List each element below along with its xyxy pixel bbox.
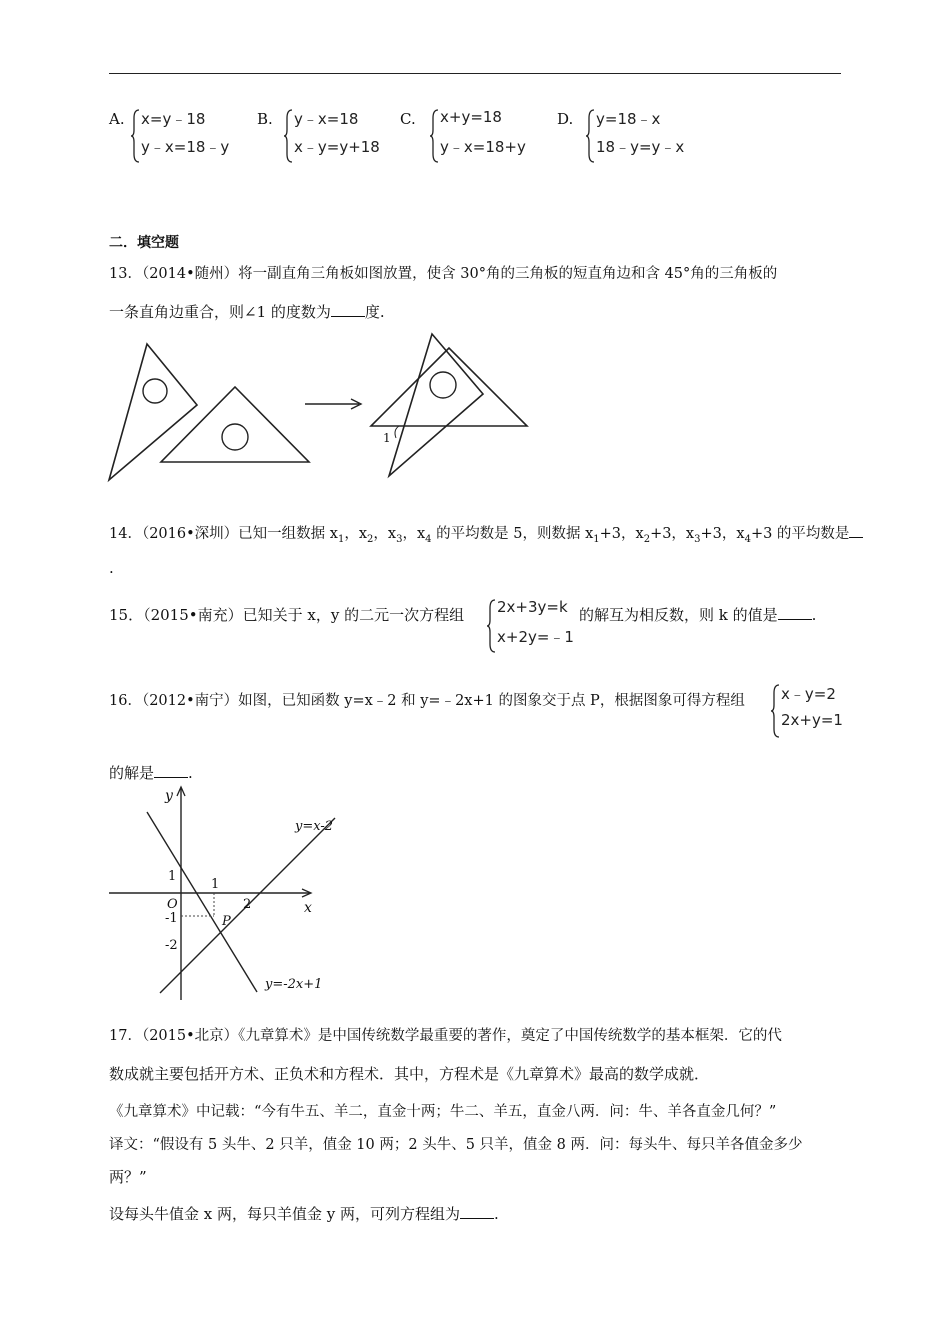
q15-after	[579, 604, 816, 625]
q14-tail: .	[109, 558, 114, 577]
tick-y-1: 1	[168, 869, 177, 884]
brace-icon	[487, 598, 497, 654]
triangle-hole	[143, 379, 167, 403]
q16-answer-blank[interactable]	[154, 763, 188, 778]
option-b-eq2: x﹣y=y+18	[294, 138, 380, 156]
q17-line1: 17．（2015•北京）《九章算术》是中国传统数学最重要的著作，奠定了中国传统数学的基本框架．它的代	[109, 1028, 782, 1044]
q16-system[interactable]	[771, 683, 846, 739]
option-d-system[interactable]	[586, 108, 706, 164]
q17-line5: 两？”	[109, 1168, 147, 1186]
option-d-eq2: 18﹣y=y﹣x	[596, 138, 685, 156]
brace-icon	[284, 108, 294, 164]
option-c-eq1: x+y=18	[440, 108, 502, 126]
tick-x-2: 2	[243, 897, 252, 912]
tick-x-1: 1	[211, 877, 220, 892]
brace-icon	[586, 108, 596, 164]
q17-line2: 数成就主要包括开方术、正负术和方程术．其中，方程术是《九章算术》最高的数学成就．	[109, 1065, 710, 1083]
q16-eq2: 2x+y=1	[781, 711, 843, 729]
line2-label: y=-2x+1	[265, 977, 323, 992]
option-d-eq1: y=18﹣x	[596, 110, 661, 128]
combined-30deg-triangle	[389, 334, 483, 476]
q13-triangles-figure	[105, 330, 535, 488]
q17-answer-blank[interactable]	[460, 1204, 494, 1219]
angle-arc	[395, 426, 399, 438]
q16-line2	[109, 762, 193, 783]
q13-line1: 13．（2014•随州）将一副直角三角板如图放置，使含 30°角的三角板的短直角边和含 45°角的三角板的	[109, 266, 778, 282]
line-y-minus-2x-plus-1	[147, 812, 257, 992]
q13-text	[109, 260, 841, 326]
q15-answer-blank[interactable]	[778, 605, 812, 620]
q17-line6-end: .	[494, 1205, 499, 1223]
line1-label: y=x-2	[295, 819, 334, 834]
q15-eq1: 2x+3y=k	[497, 598, 568, 616]
option-a-system[interactable]	[131, 108, 251, 164]
origin-label: O	[167, 897, 178, 912]
q13-line2: 一条直角边重合，则∠1 的度数为	[109, 303, 331, 321]
triangle-30deg	[109, 344, 197, 480]
q17-line6	[109, 1203, 499, 1224]
q16-eq1: x﹣y=2	[781, 685, 836, 703]
q13-line2-end: 度.	[364, 303, 385, 321]
q13-answer-blank[interactable]	[331, 302, 365, 317]
combined-hole	[430, 372, 456, 398]
combined-45deg-triangle	[371, 348, 527, 426]
option-d-label: D.	[557, 110, 574, 128]
triangle-hole	[222, 424, 248, 450]
brace-icon	[131, 108, 141, 164]
q16-line2-text: 的解是	[109, 764, 155, 782]
q15-end: .	[811, 606, 817, 624]
q15-eq2: x+2y=﹣1	[497, 628, 574, 646]
q17-line6-text: 设每头牛值金 x 两，每只羊值金 y 两，可列方程组为	[109, 1205, 461, 1223]
option-c-eq2: y﹣x=18+y	[440, 138, 526, 156]
option-c-system[interactable]	[430, 108, 540, 164]
q14-line1: 14．（2016•深圳）已知一组数据 $x_1$，$x_2$，$x_3$，$x_4$ 的平均数是 5，则数据 $x_1+3$，$x_2+3$，$x_3+3$，$x_4+3$ 的平均数是	[109, 526, 850, 545]
tick-y-minus-1: -1	[165, 911, 178, 926]
q15-after-text: 的解互为相反数，则 k 的值是	[579, 606, 778, 624]
q14-text	[109, 520, 850, 582]
q15-system[interactable]	[487, 598, 577, 654]
option-a-label: A.	[109, 110, 125, 128]
q16-line2-end: .	[188, 764, 193, 782]
option-b-eq1: y﹣x=18	[294, 110, 359, 128]
x-axis-label: x	[304, 900, 312, 916]
q14-answer-blank[interactable]	[849, 523, 863, 538]
option-c-label: C.	[400, 110, 416, 128]
option-a-eq1: x=y﹣18	[141, 110, 206, 128]
angle-1-label: 1	[383, 431, 391, 445]
y-axis-label: y	[165, 788, 173, 804]
option-a-eq2: y﹣x=18﹣y	[141, 138, 230, 156]
q16-before: 16．（2012•南宁）如图，已知函数 y=x﹣2 和 y=﹣2x+1 的图象交于点 P，根据图象可得方程组	[109, 693, 745, 709]
option-b-label: B.	[257, 110, 273, 128]
top-rule	[109, 73, 841, 74]
brace-icon	[771, 683, 781, 739]
section-title: 二．填空题	[109, 235, 179, 251]
q17-line3: 《九章算术》中记载：“今有牛五、羊二，直金十两；牛二、羊五，直金八两．问：牛、羊各直金几何？”	[109, 1104, 777, 1120]
point-p-label: P	[222, 914, 231, 929]
q17-text	[109, 1022, 841, 1088]
q17-line4: 译文：“假设有 5 头牛、2 只羊，值金 10 两；2 头牛、5 只羊，值金 8 两．问：每头牛、每只羊各值金多少	[109, 1137, 803, 1153]
brace-icon	[430, 108, 440, 164]
tick-y-minus-2: -2	[165, 938, 178, 953]
option-b-system[interactable]	[284, 108, 394, 164]
q16-function-graph	[105, 782, 345, 1004]
q15-before: 15．（2015•南充）已知关于 x，y 的二元一次方程组	[109, 606, 465, 624]
